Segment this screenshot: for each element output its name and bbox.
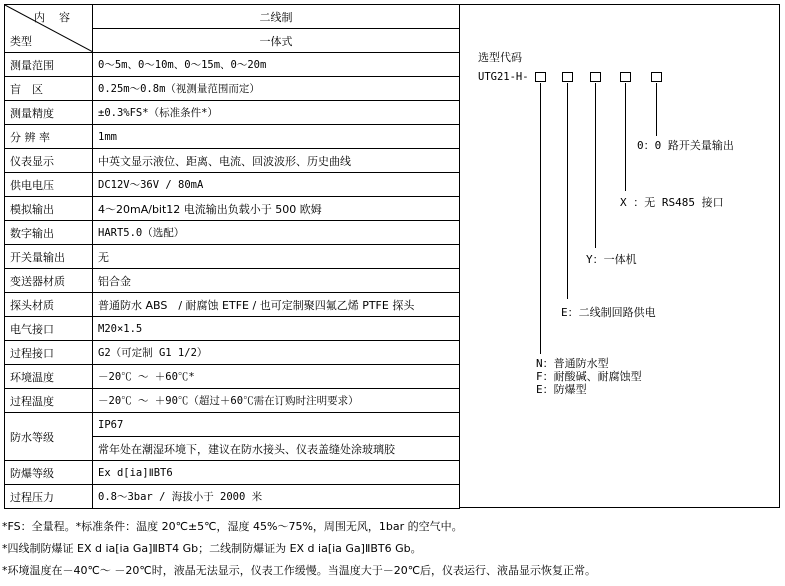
table-row: [5, 173, 460, 197]
option-comm-interface: X ：无 RS485 接口: [620, 196, 724, 209]
row-label: 电气接口: [5, 317, 93, 341]
row-label: 探头材质: [5, 293, 93, 317]
row-value: 4～20mA/bit12 电流输出负载小于 500 欧姆: [93, 197, 460, 221]
header-corner-bottom: 类型: [10, 35, 32, 48]
row-value: 0.8～3bar / 海拔小于 2000 米: [93, 485, 460, 509]
row-value: 常年处在潮湿环境下，建议在防水接头、仪表盖缝处涂玻璃胶: [93, 437, 460, 461]
row-label: 供电电压: [5, 173, 93, 197]
row-value: IP67: [93, 413, 460, 437]
row-value: 普通防水 ABS / 耐腐蚀 ETFE / 也可定制聚四氟乙烯 PTFE 探头: [93, 293, 460, 317]
row-value: M20×1.5: [93, 317, 460, 341]
row-label: 分 辨 率: [5, 125, 93, 149]
row-label: 测量范围: [5, 53, 93, 77]
table-row: [5, 293, 460, 317]
header-type-b: 一体式: [93, 29, 460, 53]
row-value: 1mm: [93, 125, 460, 149]
header-row: [5, 5, 460, 29]
table-row: [5, 461, 460, 485]
header-corner-cell: [5, 5, 93, 53]
row-value: HART5.0（选配）: [93, 221, 460, 245]
option-integrated-type: Y：一体机: [586, 253, 637, 266]
row-label: 模拟输出: [5, 197, 93, 221]
leader-line-type: [595, 83, 596, 248]
row-value: 铝合金: [93, 269, 460, 293]
table-row: [5, 269, 460, 293]
code-slot-material: [535, 72, 546, 82]
option-material-item: E：防爆型: [536, 383, 587, 396]
table-row: [5, 341, 460, 365]
row-value: 中英文显示液位、距离、电流、回波波形、历史曲线: [93, 149, 460, 173]
option-material-list: [536, 357, 642, 396]
row-value: ±0.3%FS*（标准条件*）: [93, 101, 460, 125]
row-value: DC12V～36V / 80mA: [93, 173, 460, 197]
table-row: [5, 53, 460, 77]
table-row: [5, 317, 460, 341]
table-row: [5, 149, 460, 173]
row-value: －20℃ ～ ＋60℃*: [93, 365, 460, 389]
row-label: 环境温度: [5, 365, 93, 389]
code-slot-type: [590, 72, 601, 82]
code-slot-comm: [620, 72, 631, 82]
option-switch-output: 0：0 路开关量输出: [637, 139, 734, 152]
leader-line-switch: [656, 83, 657, 136]
row-label: 防爆等级: [5, 461, 93, 485]
row-value: G2（可定制 G1 1/2）: [93, 341, 460, 365]
model-code-title: 选型代码: [478, 51, 522, 64]
table-row: [5, 245, 460, 269]
row-label: 防水等级: [5, 413, 93, 461]
model-code-panel: [460, 4, 780, 508]
row-value: Ex d[ia]ⅡBT6: [93, 461, 460, 485]
row-label: 开关量输出: [5, 245, 93, 269]
row-value: 无: [93, 245, 460, 269]
option-material-item: N：普通防水型: [536, 357, 609, 370]
table-row: [5, 197, 460, 221]
leader-line-comm: [625, 83, 626, 191]
row-value: －20℃ ～ ＋90℃（超过＋60℃需在订购时注明要求）: [93, 389, 460, 413]
header-type-a: 二线制: [93, 5, 460, 29]
row-label: 过程压力: [5, 485, 93, 509]
model-code-prefix: UTG21-H-: [478, 71, 529, 83]
table-row: [5, 389, 460, 413]
header-corner-top: 内容: [34, 11, 84, 24]
footnote: *FS：全量程。*标准条件：温度 20℃±5℃，湿度 45%～75%，周围无风，1bar 的空气中。: [2, 520, 463, 533]
row-label: 盲 区: [5, 77, 93, 101]
table-row: [5, 413, 460, 437]
row-label: 仪表显示: [5, 149, 93, 173]
table-row: [5, 485, 460, 509]
row-label: 变送器材质: [5, 269, 93, 293]
row-label: 过程接口: [5, 341, 93, 365]
row-label: 数字输出: [5, 221, 93, 245]
table-row: [5, 101, 460, 125]
row-label: 过程温度: [5, 389, 93, 413]
table-row: [5, 221, 460, 245]
table-row: [5, 125, 460, 149]
row-label: 测量精度: [5, 101, 93, 125]
table-row: [5, 365, 460, 389]
leader-line-power: [567, 83, 568, 299]
row-value: 0～5m、0～10m、0～15m、0～20m: [93, 53, 460, 77]
option-material-item: F：耐酸碱、耐腐蚀型: [536, 370, 642, 383]
row-value: 0.25m～0.8m（视测量范围而定）: [93, 77, 460, 101]
spec-table: [4, 4, 460, 509]
leader-line-material: [540, 83, 541, 354]
code-slot-switch: [651, 72, 662, 82]
footnote: *环境温度在－40℃～ －20℃时，液晶无法显示，仪表工作缓慢。当温度大于－20℃后，仪表运行、液晶显示恢复正常。: [2, 564, 597, 577]
option-power-supply: E：二线制回路供电: [561, 306, 656, 319]
footnote: *四线制防爆证 EX d ia[ia Ga]ⅡBT4 Gb；二线制防爆证为 EX d ia[ia Ga]ⅡBT6 Gb。: [2, 542, 422, 555]
table-row: [5, 77, 460, 101]
code-slot-power: [562, 72, 573, 82]
footnotes: [2, 516, 596, 582]
